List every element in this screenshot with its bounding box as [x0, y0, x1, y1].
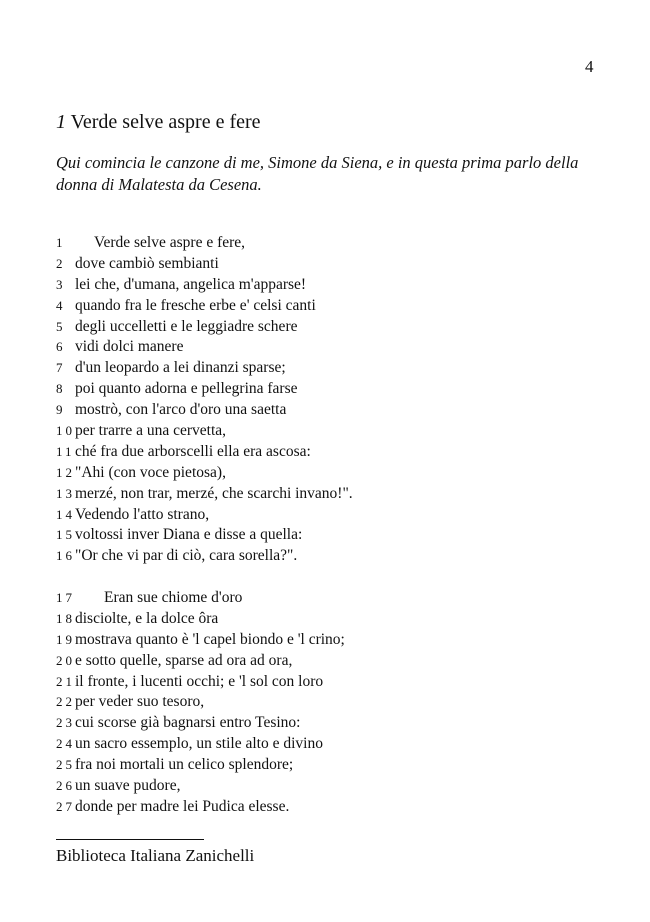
poem-title	[56, 111, 261, 134]
footer-rule	[56, 839, 204, 840]
verse-text: Vedendo l'atto strano,	[75, 505, 210, 523]
line-number: 1	[56, 235, 66, 250]
verse-text: un suave pudore,	[75, 777, 181, 795]
line-number: 11	[56, 443, 75, 459]
poem-number: 1	[56, 111, 66, 133]
line-number: 12	[56, 464, 75, 480]
line-number: 22	[56, 694, 75, 710]
verse-text: Verde selve aspre e fere,	[94, 234, 246, 251]
line-number: 10	[56, 423, 75, 439]
line-number: 27	[56, 798, 75, 814]
line-number: 24	[56, 736, 75, 752]
footer-text: Biblioteca Italiana Zanichelli	[56, 846, 255, 865]
verse-text: degli uccelletti e le leggiadre schere	[75, 317, 298, 335]
poem-title-text: Verde selve aspre e fere	[70, 111, 261, 133]
line-number: 4	[56, 297, 66, 313]
verse-text: mostrava quanto è 'l capel biondo e 'l crino;	[75, 630, 345, 648]
verse-text: fra noi mortali un celico splendore;	[75, 756, 294, 774]
verse-text: mostrò, con l'arco d'oro una saetta	[75, 401, 287, 419]
line-number: 18	[56, 610, 75, 626]
line-number: 23	[56, 715, 75, 731]
verse-text: donde per madre lei Pudica elesse.	[75, 797, 290, 815]
line-number: 13	[56, 485, 75, 501]
line-number: 20	[56, 652, 75, 668]
line-number: 25	[56, 757, 75, 773]
line-number: 17	[56, 590, 75, 605]
verse-text: un sacro essemplo, un stile alto e divino	[75, 735, 323, 753]
verse-text: Eran sue chiome d'oro	[104, 589, 243, 606]
verse-text: per veder suo tesoro,	[75, 693, 205, 711]
line-number: 9	[56, 402, 66, 418]
line-number: 15	[56, 527, 75, 543]
verse-text: lei che, d'umana, angelica m'apparse!	[75, 275, 307, 293]
verse-text: dove cambiò sembianti	[75, 254, 219, 272]
line-number: 7	[56, 360, 66, 376]
line-number: 21	[56, 673, 75, 689]
verse-text: quando fra le fresche erbe e' celsi canti	[75, 296, 316, 314]
verse-text: voltossi inver Diana e disse a quella:	[75, 526, 303, 544]
line-number: 26	[56, 778, 75, 794]
verse-text: poi quanto adorna e pellegrina farse	[75, 380, 298, 398]
rubric: Qui comincia le canzone di me, Simone da Siena, e in questa prima parlo della donna di Malatesta da Cesena.	[56, 153, 579, 194]
line-number: 5	[56, 318, 66, 334]
verse-text: cui scorse già bagnarsi entro Tesino:	[75, 714, 301, 732]
verse-text: disciolte, e la dolce ôra	[75, 609, 219, 627]
line-number: 16	[56, 548, 75, 564]
line-number: 14	[56, 506, 75, 522]
verse-text: per trarre a una cervetta,	[75, 422, 227, 440]
line-number: 3	[56, 276, 66, 292]
verse-text: "Ahi (con voce pietosa),	[75, 463, 226, 481]
page-number: 4	[585, 57, 594, 76]
verse-text: merzé, non trar, merzé, che scarchi invano!".	[75, 484, 353, 502]
verse-text: ché fra due arborscelli ella era ascosa:	[75, 442, 311, 460]
verse-text: il fronte, i lucenti occhi; e 'l sol con loro	[75, 672, 324, 690]
verse-text: d'un leopardo a lei dinanzi sparse;	[75, 359, 286, 377]
line-number: 8	[56, 381, 66, 397]
line-number: 19	[56, 631, 75, 647]
line-number: 6	[56, 339, 66, 355]
line-number: 2	[56, 255, 66, 271]
verse-text: e sotto quelle, sparse ad ora ad ora,	[75, 651, 293, 669]
verse-text: "Or che vi par di ciò, cara sorella?".	[75, 547, 298, 565]
verse-text: vidi dolci manere	[75, 338, 184, 356]
